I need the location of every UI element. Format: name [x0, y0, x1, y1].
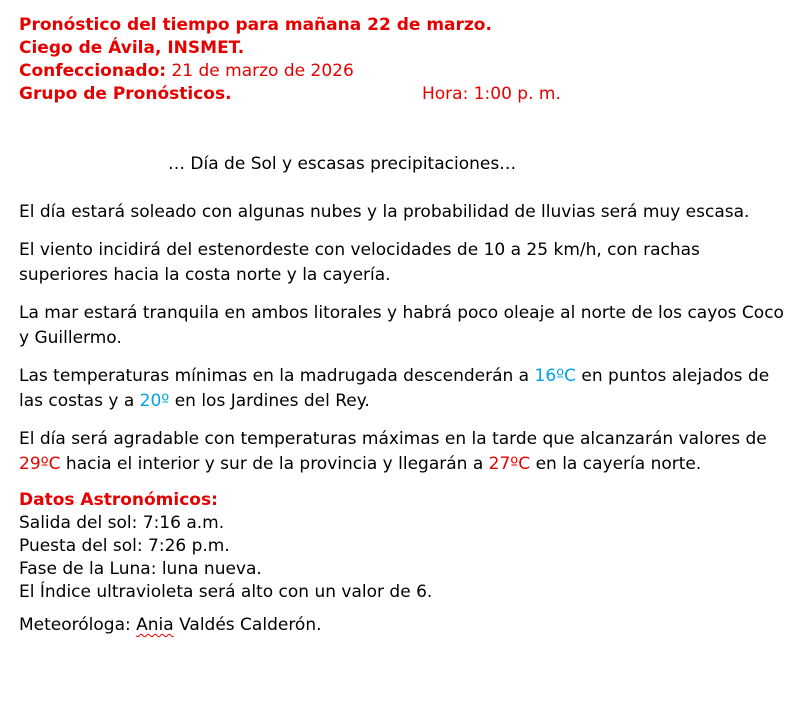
- paragraph-max-temps: [19, 427, 789, 477]
- min-temp-text-a: Las temperaturas mínimas en la madrugada descenderán a: [19, 366, 535, 386]
- forecast-subtitle: … Día de Sol y escasas precipitaciones…: [168, 154, 517, 174]
- made-label: Confeccionado:: [19, 61, 167, 81]
- max-temp-text-a: El día será agradable con temperaturas máximas en la tarde que alcanzarán valores de: [19, 429, 767, 449]
- meteorologist-line: [19, 614, 789, 637]
- issue-time: Hora: 1:00 p. m.: [422, 84, 561, 104]
- forecast-title: Pronóstico del tiempo para mañana 22 de marzo.: [19, 15, 492, 35]
- max-temp-text-c: en la cayería norte.: [530, 454, 702, 474]
- forecast-document: [19, 14, 789, 637]
- meteorologist-first-name: Ania: [136, 615, 174, 635]
- paragraph-min-temps: [19, 364, 789, 414]
- min-temp-text-c: en los Jardines del Rey.: [169, 391, 370, 411]
- uv-index-line: El Índice ultravioleta será alto con un valor de 6.: [19, 582, 433, 602]
- group-label: Grupo de Pronósticos.: [19, 84, 232, 104]
- astro-title: Datos Astronómicos:: [19, 490, 218, 510]
- min-temp-inland: 16ºC: [534, 366, 577, 386]
- paragraph-sea: La mar estará tranquila en ambos litorales y habrá poco oleaje al norte de los cayos Coco y Guillermo.: [19, 303, 784, 348]
- meteorologist-label: Meteoróloga:: [19, 615, 137, 635]
- meteorologist-surname: Valdés Calderón.: [173, 615, 322, 635]
- paragraph-sky: El día estará soleado con algunas nubes y la probabilidad de lluvias será muy escasa.: [19, 202, 750, 222]
- sunset-line: Puesta del sol: 7:26 p.m.: [19, 536, 230, 556]
- min-temp-text-b: en puntos alejados de las costas y a: [19, 366, 770, 411]
- made-date: 21 de marzo de 2026: [166, 61, 354, 81]
- paragraph-wind: El viento incidirá del estenordeste con velocidades de 10 a 25 km/h, con rachas superiores hacia la costa norte y la cayería.: [19, 240, 700, 285]
- group-line: [19, 83, 789, 106]
- min-temp-keys: 20º: [139, 391, 170, 411]
- made-line: [19, 60, 789, 83]
- moon-phase-line: Fase de la Luna: luna nueva.: [19, 559, 262, 579]
- office-line: Ciego de Ávila, INSMET.: [19, 38, 245, 58]
- max-temp-text-b: hacia el interior y sur de la provincia y llegarán a: [60, 454, 489, 474]
- sunrise-line: Salida del sol: 7:16 a.m.: [19, 513, 225, 533]
- max-temp-inland: 29ºC: [19, 454, 61, 474]
- max-temp-keys: 27ºC: [488, 454, 531, 474]
- astronomical-data: [19, 489, 789, 604]
